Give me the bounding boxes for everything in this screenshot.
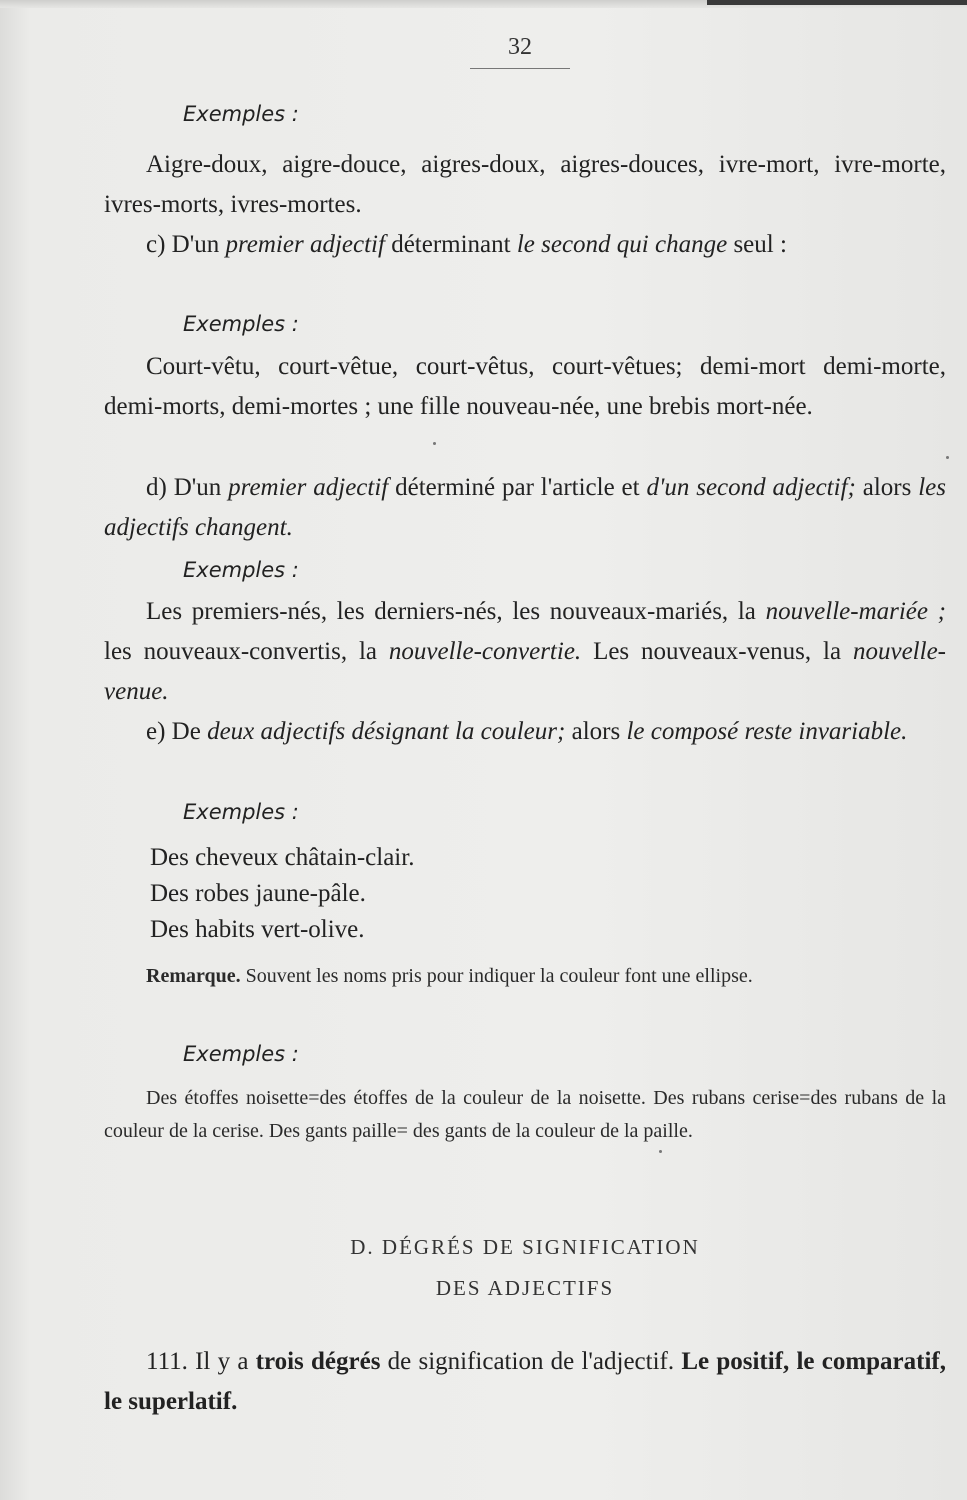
- list-item: Des cheveux châtain-clair.: [150, 844, 415, 871]
- paragraph-c-examples: [104, 347, 946, 427]
- section-heading-line1: D. DÉGRÉS DE SIGNIFICATION: [350, 1235, 700, 1259]
- ink-speck: [433, 442, 436, 445]
- paragraph-c-emph2: le second qui change: [516, 231, 728, 258]
- paragraph-e-middle: alors: [565, 718, 627, 745]
- paragraph-111-middle: de signification de l'adjectif.: [380, 1348, 682, 1375]
- paragraph-c-middle: déterminant: [384, 231, 517, 258]
- list-item: Des habits vert-olive.: [150, 916, 365, 943]
- paragraph-111: [104, 1342, 946, 1422]
- paragraph-d-emph2: d'un second adjectif;: [646, 474, 856, 501]
- paragraph-d-examples: [104, 592, 946, 712]
- paragraph-d-middle2: alors: [855, 474, 919, 501]
- paragraph-c-prefix: c) D'un: [146, 231, 226, 258]
- list-item: Des robes jaune-pâle.: [150, 880, 366, 907]
- paragraph-d-examples-emph2: nouvelle-convertie.: [388, 638, 582, 665]
- paragraph-d: [104, 468, 946, 548]
- paragraph-111-bold2: Le positif, le comparatif, le superlatif.: [104, 1348, 946, 1415]
- ink-speck: [946, 456, 949, 459]
- paragraph-d-examples-emph3: nouvelle-venue.: [104, 638, 946, 705]
- page-number: 32: [508, 34, 532, 60]
- paragraph-111-prefix: 111. Il y a: [146, 1348, 256, 1375]
- example-label-3: Exemples :: [183, 558, 299, 582]
- remark-text: Souvent les noms pris pour indiquer la couleur font une ellipse.: [240, 965, 753, 987]
- ink-speck: [659, 1150, 662, 1153]
- paragraph-e-prefix: e) De: [146, 718, 208, 745]
- paragraph-c-emph1: premier adjectif: [225, 231, 385, 258]
- paragraph-d-middle: déterminé par l'article et: [388, 474, 647, 501]
- page-top-shadow: [707, 0, 967, 5]
- paragraph-c: [104, 225, 946, 265]
- page-number-rule: [470, 68, 570, 69]
- example-label-1: Exemples :: [183, 102, 299, 126]
- remark-label: Remarque.: [146, 965, 241, 987]
- paragraph-c-suffix: seul :: [727, 231, 787, 258]
- example-label-4: Exemples :: [183, 800, 299, 824]
- section-heading-line2: DES ADJECTIFS: [435, 1276, 615, 1300]
- paragraph-b-text: Aigre-doux, aigre-douce, aigres-doux, aigres-douces, ivre-mort, ivre-morte, ivres-morts, ivres-mortes.: [104, 151, 946, 218]
- paragraph-b-examples: [104, 145, 946, 225]
- paragraph-e-emph2: le composé reste invariable.: [626, 718, 908, 745]
- color-examples-list: [150, 840, 414, 948]
- remark-examples: [104, 1082, 946, 1148]
- paragraph-111-bold1: trois dégrés: [255, 1348, 381, 1375]
- paragraph-d-examples-part1: Les premiers-nés, les derniers-nés, les nouveaux-mariés, la: [146, 598, 766, 625]
- paragraph-d-prefix: d) D'un: [146, 474, 229, 501]
- paragraph-e-emph1: deux adjectifs désignant la couleur;: [207, 718, 566, 745]
- example-label-2: Exemples :: [183, 312, 299, 336]
- remark-examples-text: Des étoffes noisette=des étoffes de la couleur de la noisette. Des rubans cerise=des rubans de la couleur de la cerise. Des gants paille= des gants de la couleur de la paille.: [104, 1087, 946, 1142]
- paragraph-d-emph3: les adjectifs changent.: [104, 474, 946, 541]
- example-label-5: Exemples :: [183, 1042, 299, 1066]
- paragraph-d-examples-part2: les nouveaux-convertis, la: [104, 638, 389, 665]
- paragraph-d-emph1: premier adjectif: [228, 474, 389, 501]
- paragraph-e: [104, 712, 946, 752]
- remark-paragraph: [104, 960, 946, 993]
- paragraph-d-examples-part3: Les nouveaux-venus, la: [581, 638, 853, 665]
- paragraph-c-examples-text: Court-vêtu, court-vêtue, court-vêtus, court-vêtues; demi-mort demi-morte, demi-morts, demi-mortes ; une fille nouveau-née, une brebis mort-née.: [104, 353, 946, 420]
- paragraph-d-examples-emph1: nouvelle-mariée ;: [765, 598, 946, 625]
